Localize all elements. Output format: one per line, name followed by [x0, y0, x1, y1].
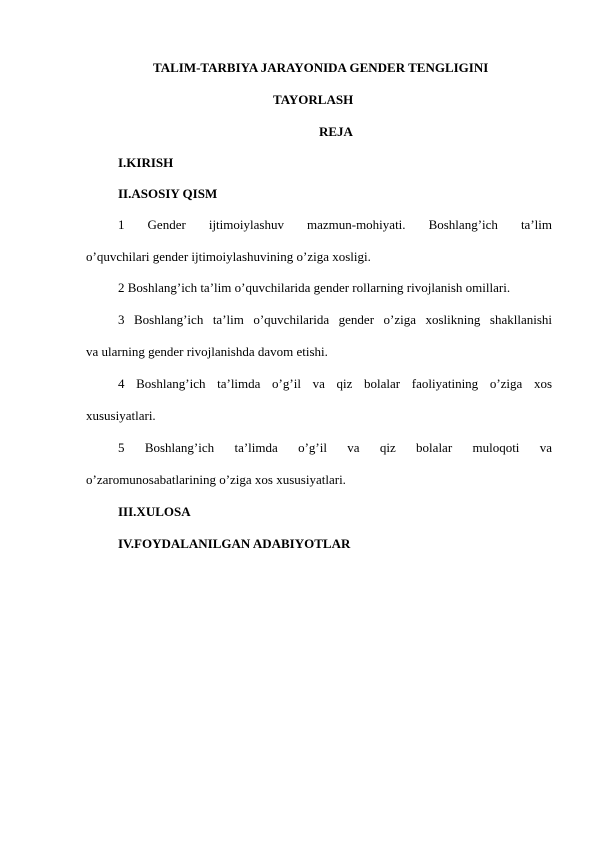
plan-item-2: 2 Boshlang’ich ta’lim o’quvchilarida gender rollarning rivojlanish omillari. — [118, 280, 511, 295]
plan-item-3-line-1: 3 Boshlang’ich ta’lim o’quvchilarida gender o’ziga xoslikning shakllanishi — [118, 312, 552, 327]
document-title-line-1: TALIM-TARBIYA JARAYONIDA GENDER TENGLIGINI — [153, 60, 489, 75]
plan-item-4-line-1: 4 Boshlang’ich ta’limda o’g’il va qiz bolalar faoliyatining o’ziga xos — [118, 376, 552, 391]
plan-item-1-line-2: o’quvchilari gender ijtimoiylashuvining o’ziga xosligi. — [86, 249, 371, 264]
document-title-line-2: TAYORLASH — [273, 92, 354, 107]
plan-item-1-line-1: 1 Gender ijtimoiylashuv mazmun-mohiyati. Boshlang’ich ta’lim — [118, 217, 552, 232]
section-conclusion: III.XULOSA — [118, 504, 191, 519]
section-intro: I.KIRISH — [118, 155, 174, 170]
section-references: IV.FOYDALANILGAN ADABIYOTLAR — [118, 536, 351, 551]
plan-item-5-line-2: o’zaromunosabatlarining o’ziga xos xususiyatlari. — [86, 472, 346, 487]
plan-item-3-line-2: va ularning gender rivojlanishda davom etishi. — [86, 344, 328, 359]
plan-item-4-line-2: xususiyatlari. — [86, 408, 156, 423]
plan-heading: REJA — [319, 124, 353, 139]
section-main: II.ASOSIY QISM — [118, 186, 218, 201]
plan-item-5-line-1: 5 Boshlang’ich ta’limda o’g’il va qiz bolalar muloqoti va — [118, 440, 552, 455]
